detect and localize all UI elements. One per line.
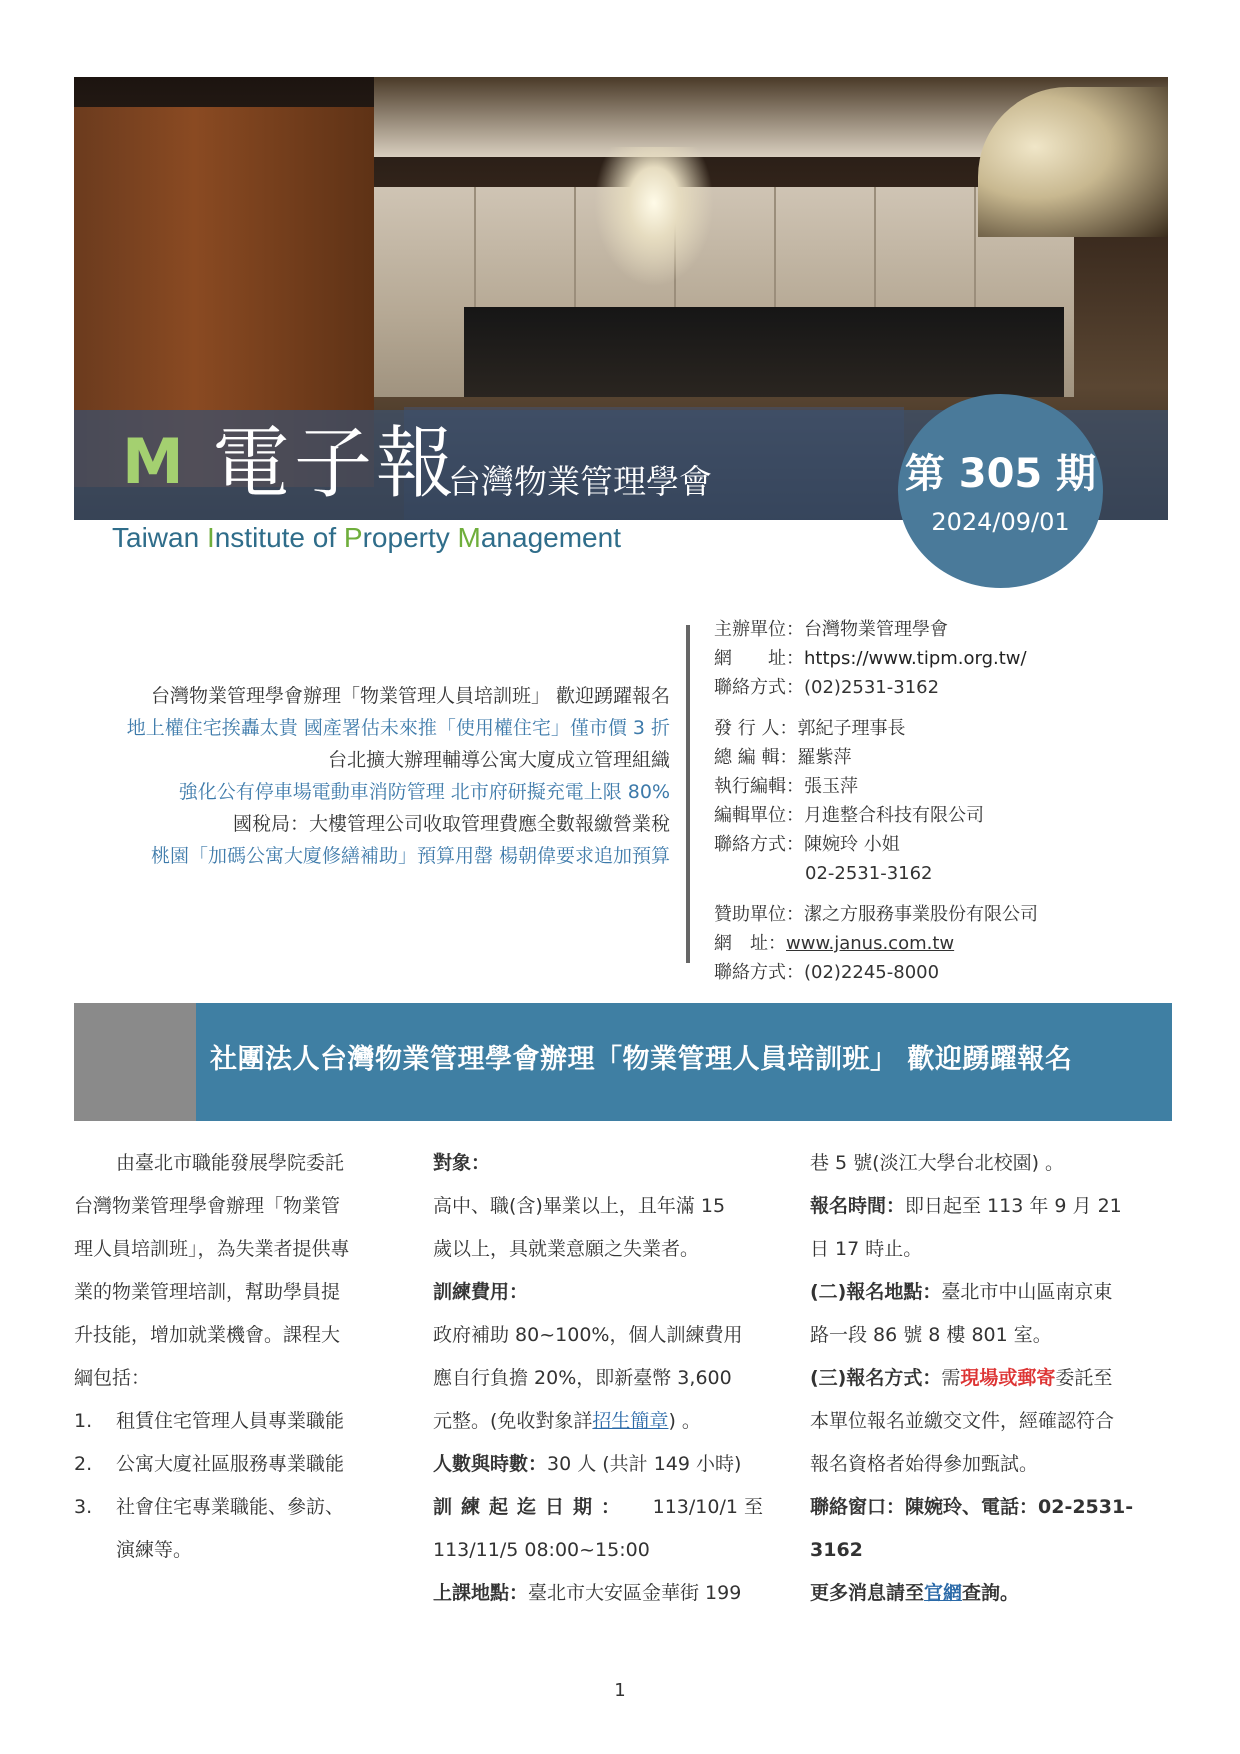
issue-number: 第 305 期 <box>904 451 1097 497</box>
masthead-org-name: 台灣物業管理學會 <box>448 462 712 501</box>
more-info-row: 更多消息請至官網查詢。 <box>810 1582 1020 1604</box>
hero-counter <box>464 307 1064 397</box>
sponsor-website-row: 網 址：www.janus.com.tw <box>714 933 955 954</box>
website-row: 網 址：https://www.tipm.org.tw/ <box>714 648 1027 669</box>
list-item: 1. 租賃住宅管理人員專業職能 <box>74 1410 345 1432</box>
sponsor-website-link[interactable]: www.janus.com.tw <box>786 933 955 954</box>
article-column-1 <box>74 1142 374 1572</box>
location-text: 巷 5 號(淡江大學台北校園) 。 <box>810 1152 1065 1174</box>
editor-contact-phone: 02-2531-3162 <box>805 863 933 884</box>
target-text: 歲以上，具就業意願之失業者。 <box>433 1238 700 1260</box>
headline-link[interactable]: 台北擴大辦理輔導公寓大廈成立管理組織 <box>327 749 670 771</box>
section-accent <box>74 1003 196 1121</box>
list-item-continued: 演練等。 <box>116 1539 193 1561</box>
hero-chandelier <box>594 147 714 287</box>
contact-row: 聯絡窗口：陳婉玲、電話：02-2531- <box>810 1496 1134 1518</box>
reg-method-text: 報名資格者始得參加甄試。 <box>810 1453 1039 1475</box>
count-row: 人數與時數：30 人 (共計 149 小時) <box>433 1453 742 1475</box>
intro-line: 升技能，增加就業機會。課程大 <box>74 1324 341 1346</box>
editor-contact: 聯絡方式：陳婉玲 小姐 <box>714 834 900 855</box>
headline-link[interactable]: 地上權住宅挨轟太貴 國產署估未來推「使用權住宅」僅市價 3 折 <box>126 717 670 739</box>
section-title: 社團法人台灣物業管理學會辦理「物業管理人員培訓班」 歡迎踴躍報名 <box>210 1044 1073 1075</box>
publisher: 發 行 人：郭紀子理事長 <box>714 718 906 739</box>
headline-link[interactable]: 國稅局：大樓管理公司收取管理費應全數報繳營業稅 <box>232 813 670 835</box>
intro-line: 業的物業管理培訓，幫助學員提 <box>74 1281 341 1303</box>
organizer: 主辦單位：台灣物業管理學會 <box>714 619 948 640</box>
page-number: 1 <box>614 1680 626 1701</box>
intro-line: 綱包括： <box>74 1367 151 1389</box>
intro-line: 由臺北市職能發展學院委託 <box>116 1152 345 1174</box>
sponsor-contact: 聯絡方式：(02)2245-8000 <box>714 962 940 983</box>
website-link[interactable]: https://www.tipm.org.tw/ <box>804 648 1027 669</box>
contact-row: 3162 <box>810 1539 863 1561</box>
reg-place-row: (二)報名地點：臺北市中山區南京東 <box>810 1281 1113 1303</box>
target-label: 對象： <box>433 1152 491 1174</box>
list-item: 3. 社會住宅專業職能、參訪、 <box>74 1496 345 1518</box>
official-site-link[interactable]: 官網 <box>924 1582 963 1604</box>
tipm-logo: M <box>122 425 180 498</box>
list-item: 2. 公寓大廈社區服務專業職能 <box>74 1453 345 1475</box>
reg-time-row: 報名時間：即日起至 113 年 9 月 21 <box>810 1195 1122 1217</box>
article-column-3 <box>810 1142 1155 1615</box>
brochure-link[interactable]: 招生簡章 <box>592 1410 669 1432</box>
fee-text: 政府補助 80~100%，個人訓練費用 <box>433 1324 743 1346</box>
edit-unit: 編輯單位：月進整合科技有限公司 <box>714 805 984 826</box>
fee-text: 應自行負擔 20%，即新臺幣 3,600 <box>433 1367 732 1389</box>
publication-info <box>714 615 1154 987</box>
chief-editor: 總 編 輯：羅紫萍 <box>714 747 852 768</box>
reg-time-text: 日 17 時止。 <box>810 1238 923 1260</box>
issue-date: 2024/09/01 <box>931 508 1070 536</box>
location-row: 上課地點：臺北市大安區金華街 199 <box>433 1582 742 1604</box>
period-text: 113/11/5 08:00~15:00 <box>433 1539 650 1561</box>
article-column-2 <box>433 1142 763 1615</box>
target-text: 高中、職(含)畢業以上，且年滿 15 <box>433 1195 726 1217</box>
period-row: 訓練起迄日期： 113/10/1 至 <box>433 1496 763 1518</box>
headline-link[interactable]: 強化公有停車場電動車消防管理 北市府研擬充電上限 80% <box>178 781 670 803</box>
intro-line: 理人員培訓班」，為失業者提供專 <box>74 1238 350 1260</box>
intro-line: 台灣物業管理學會辦理「物業管 <box>74 1195 341 1217</box>
exec-editor: 執行編輯：張玉萍 <box>714 776 858 797</box>
headline-link[interactable]: 桃園「加碼公寓大廈修繕補助」預算用罄 楊朝偉要求追加預算 <box>150 845 670 867</box>
headline-link[interactable]: 台灣物業管理學會辦理「物業管理人員培訓班」 歡迎踴躍報名 <box>150 685 670 707</box>
hero-shelf <box>978 87 1168 237</box>
reg-place-text: 路一段 86 號 8 樓 801 室。 <box>810 1324 1052 1346</box>
english-org-name: Taiwan Institute of Property Management <box>112 522 621 553</box>
reg-method-text: 本單位報名並繳交文件，經確認符合 <box>810 1410 1115 1432</box>
headline-list <box>74 680 670 872</box>
reg-method-row: (三)報名方式：需現場或郵寄委託至 <box>810 1367 1113 1389</box>
fee-label: 訓練費用： <box>433 1281 529 1303</box>
masthead-title: 電子報 <box>212 419 459 509</box>
sponsor: 贊助單位：潔之方服務事業股份有限公司 <box>714 904 1038 925</box>
contact-phone: 聯絡方式：(02)2531-3162 <box>714 677 940 698</box>
vertical-divider <box>686 625 690 963</box>
fee-text: 元整。(免收對象詳招生簡章) 。 <box>433 1410 701 1432</box>
